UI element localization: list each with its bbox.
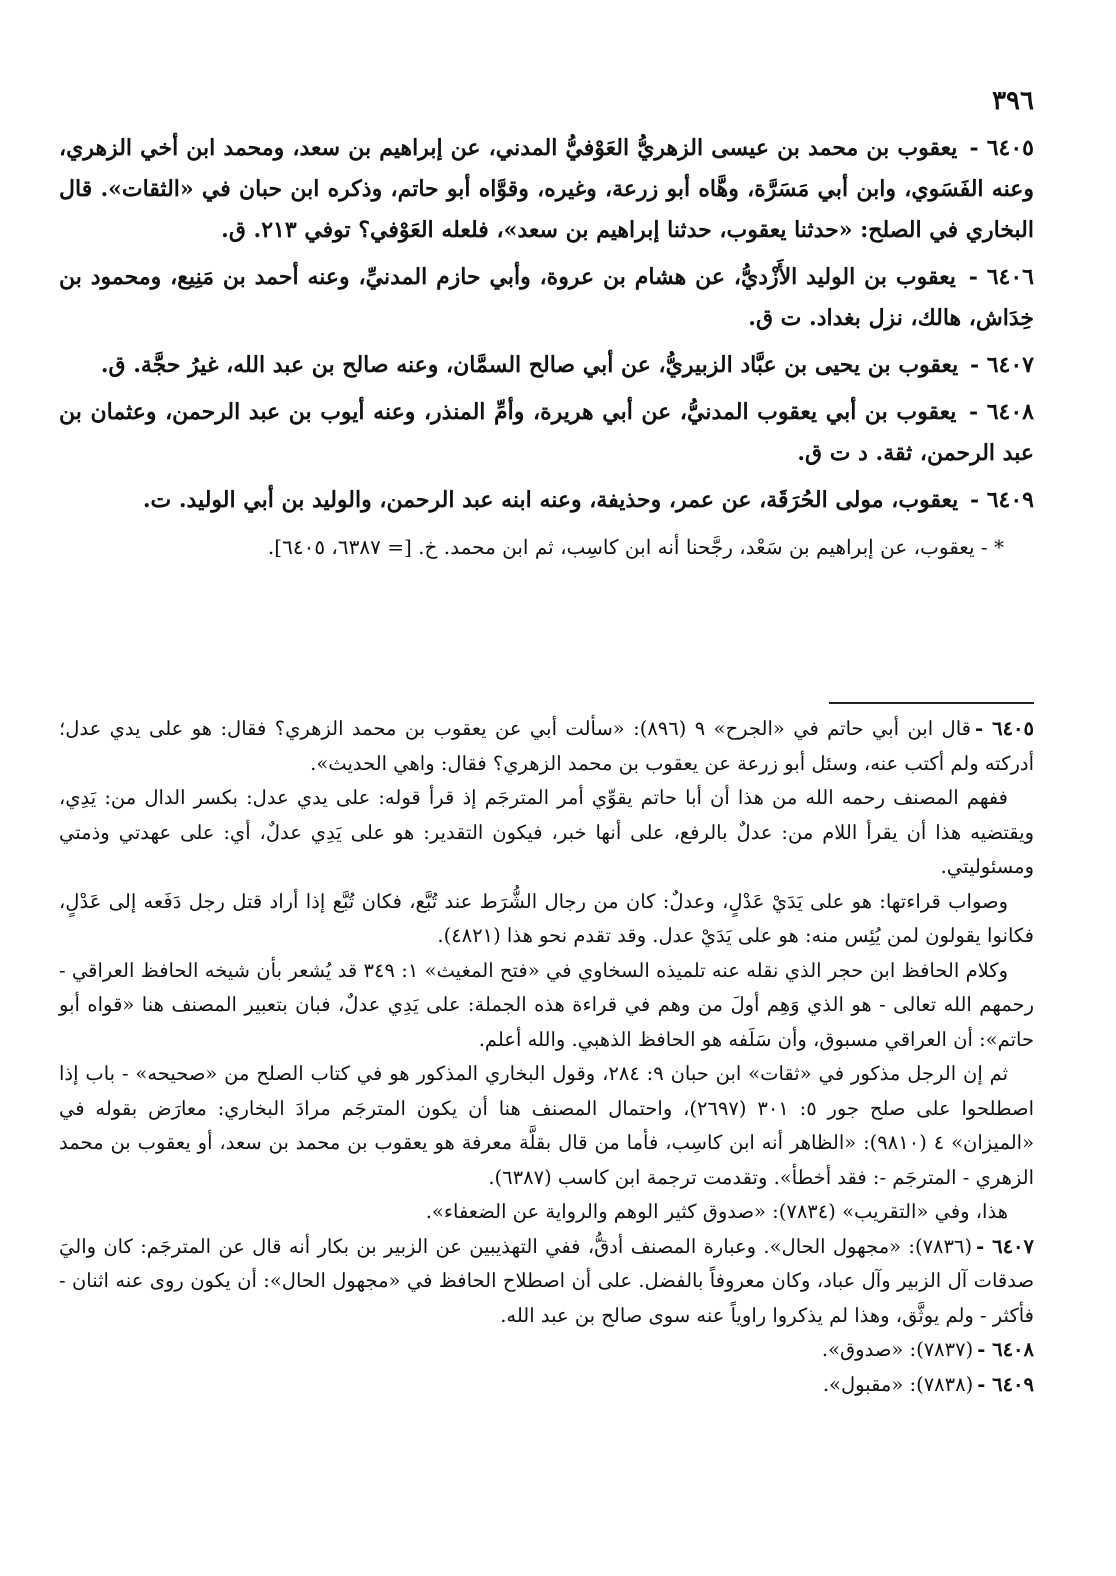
entry-text: يعقوب، مولى الحُرَقَة، عن عمر، وحذيفة، وعنه ابنه عبد الرحمن، والوليد بن أبي الوليد. ت. [142, 487, 959, 513]
entry-6409 [59, 480, 1034, 521]
entry-6405 [59, 128, 1034, 251]
footnote-paragraph [59, 712, 1034, 781]
footnote-number: ٦٤٠٥ - [975, 717, 1034, 740]
footnote-6408 [59, 1333, 1034, 1368]
entry-text: يعقوب بن أبي يعقوب المدنيُّ، عن أبي هريرة، وأمِّ المنذر، وعنه أيوب بن عبد الرحمن، وعثمان بن عبد الرحمن، ثقة. د ت ق. [59, 399, 1034, 466]
footnote-paragraph: ثم إن الرجل مذكور في «ثقات» ابن حبان ٩: ٢٨٤، وقول البخاري المذكور هو في كتاب الصلح من «صحيحه» - باب إذا اصطلحوا على صلح جور ٥: ٣٠١ (٢٦٩٧)، واحتمال المصنف هنا أن يكون المترجَم مرادَ البخاري: معارَض بقوله في «الميزان» ٤ (٩٨١٠): «الظاهر أنه ابن كاسِب، فأما من قال بقلَّة معرفة هو يعقوب بن محمد بن سعد، أو يعقوب بن محمد الزهري - المترجَم -: فقد أخطأ». وتقدمت ترجمة ابن كاسب (٦٣٨٧). [59, 1062, 1035, 1189]
entry-text: يعقوب بن يحيى بن عبَّاد الزبيريُّ، عن أبي صالح السمَّان، وعنه صالح بن عبد الله، غيرُ حجَّة. ق. [100, 352, 959, 378]
footnote-paragraph: وكلام الحافظ ابن حجر الذي نقله عنه تلميذه السخاوي في «فتح المغيث» ١: ٣٤٩ قد يُشعر بأن شيخه الحافظ العراقي - رحمهم الله تعالى - هو الذي وَهِم أولَ من وهم في قراءة هذه الجملة: على يَدِي عدلٌ، فبان بتعبير المصنف هنا «قواه أبو حاتم»: أن العراقي مسبوق، وأن سَلَفه هو الحافظ الذهبي. والله أعلم. [59, 958, 1035, 1051]
entry-text: يعقوب بن الوليد الأَزْديُّ، عن هشام بن عروة، وأبي حازم المدنيِّ، وعنه أحمد بن مَنِيع، ومحمود بن خِدَاش، هالك، نزل بغداد. ت ق. [59, 264, 1034, 331]
footnote-6407 [59, 1230, 1034, 1334]
footnote-divider [829, 702, 1034, 704]
footnote-paragraph: هذا، وفي «التقريب» (٧٨٣٤): «صدوق كثير الوهم والرواية عن الضعفاء». [425, 1200, 1008, 1223]
page-number: ٣٩٦ [992, 86, 1034, 116]
entry-number: ٦٤٠٩ - [969, 487, 1034, 513]
footnote-paragraph: وصواب قراءتها: هو على يَدَيْ عَدْلٍ، وعدلٌ: كان من رجال الشُّرَط عند تُبَّع، فكان تُبَّع إذا أراد قتل رجل دَفَعه إلى عَدْلٍ، فكانوا يقولون لمن يُئِس منه: هو على يَدَيْ عدل. وقد تقدم نحو هذا (٤٨٢١). [59, 889, 1034, 947]
entry-6407 [59, 345, 1034, 386]
footnote-number: ٦٤٠٨ - [977, 1338, 1034, 1361]
biography-entries [59, 128, 1034, 567]
entry-text: يعقوب بن محمد بن عيسى الزهريُّ العَوْفيُّ المدني، عن إبراهيم بن سعد، ومحمد ابن أخي الزهري، وعنه الفَسَوي، وابن أبي مَسَرَّة، وهَّاه أبو زرعة، وغيره، وقوَّاه أبو حاتم، وذكره ابن حبان في «الثقات». قال البخاري في الصلح: «حدثنا يعقوب، حدثنا إبراهيم بن سعد»، فلعله العَوْفي؟ توفي ٢١٣. ق. [59, 135, 1034, 243]
entry-6408 [59, 392, 1034, 474]
entry-6406 [59, 257, 1034, 339]
footnote-text: (٧٨٣٦): «مجهول الحال». وعبارة المصنف أدقُّ، ففي التهذيبين عن الزبير بن بكار أنه قال عن المترجَم: كان واليَ صدقات آل الزبير وآل عباد، وكان معروفاً بالفضل. على أن اصطلاح الحافظ في «مجهول الحال»: أن يكون روى عنه اثنان - فأكثر - ولم يوثَّق، وهذا لم يذكروا راوياً عنه سوى صالح بن عبد الله. [59, 1234, 1034, 1327]
footnote-text: قال ابن أبي حاتم في «الجرح» ٩ (٨٩٦): «سألت أبي عن يعقوب بن محمد الزهري؟ فقال: هو على يدي عدل؛ أدركته ولم أكتب عنه، وسئل أبو زرعة عن يعقوب بن محمد الزهري؟ فقال: واهي الحديث». [59, 717, 1034, 775]
footnote-6405 [59, 712, 1034, 1230]
footnote-text: (٧٨٣٨): «مقبول». [822, 1372, 974, 1396]
cross-reference-note: * - يعقوب، عن إبراهيم بن سَعْد، رجَّحنا أنه ابن كاسِب، ثم ابن محمد. خ. [= ٦٣٨٧، ٦٤٠٥]. [267, 535, 1004, 559]
footnote-number: ٦٤٠٧ - [976, 1234, 1034, 1258]
entry-number: ٦٤٠٨ - [968, 399, 1034, 425]
entry-number: ٦٤٠٦ - [968, 264, 1034, 290]
entry-number: ٦٤٠٥ - [969, 135, 1034, 161]
footnote-paragraph: ففهم المصنف رحمه الله من هذا أن أبا حاتم يقوِّي أمر المترجَم إذ قرأ قوله: على يدي عدل: بكسر الدال من: يَدِي، ويقتضيه هذا أن يقرأ اللام من: عدلٌ بالرفع، على أنها خبر، فيكون التقدير: هو على يَدِي عدلٌ، أي: على عهدتي وذمتي ومسئوليتي. [59, 786, 1034, 878]
footnote-text: (٧٨٣٧): «صدوق». [821, 1338, 974, 1361]
footnote-6409 [59, 1368, 1034, 1403]
footnote-number: ٦٤٠٩ - [977, 1372, 1034, 1396]
footnotes [59, 712, 1034, 1402]
entry-number: ٦٤٠٧ - [969, 352, 1034, 378]
